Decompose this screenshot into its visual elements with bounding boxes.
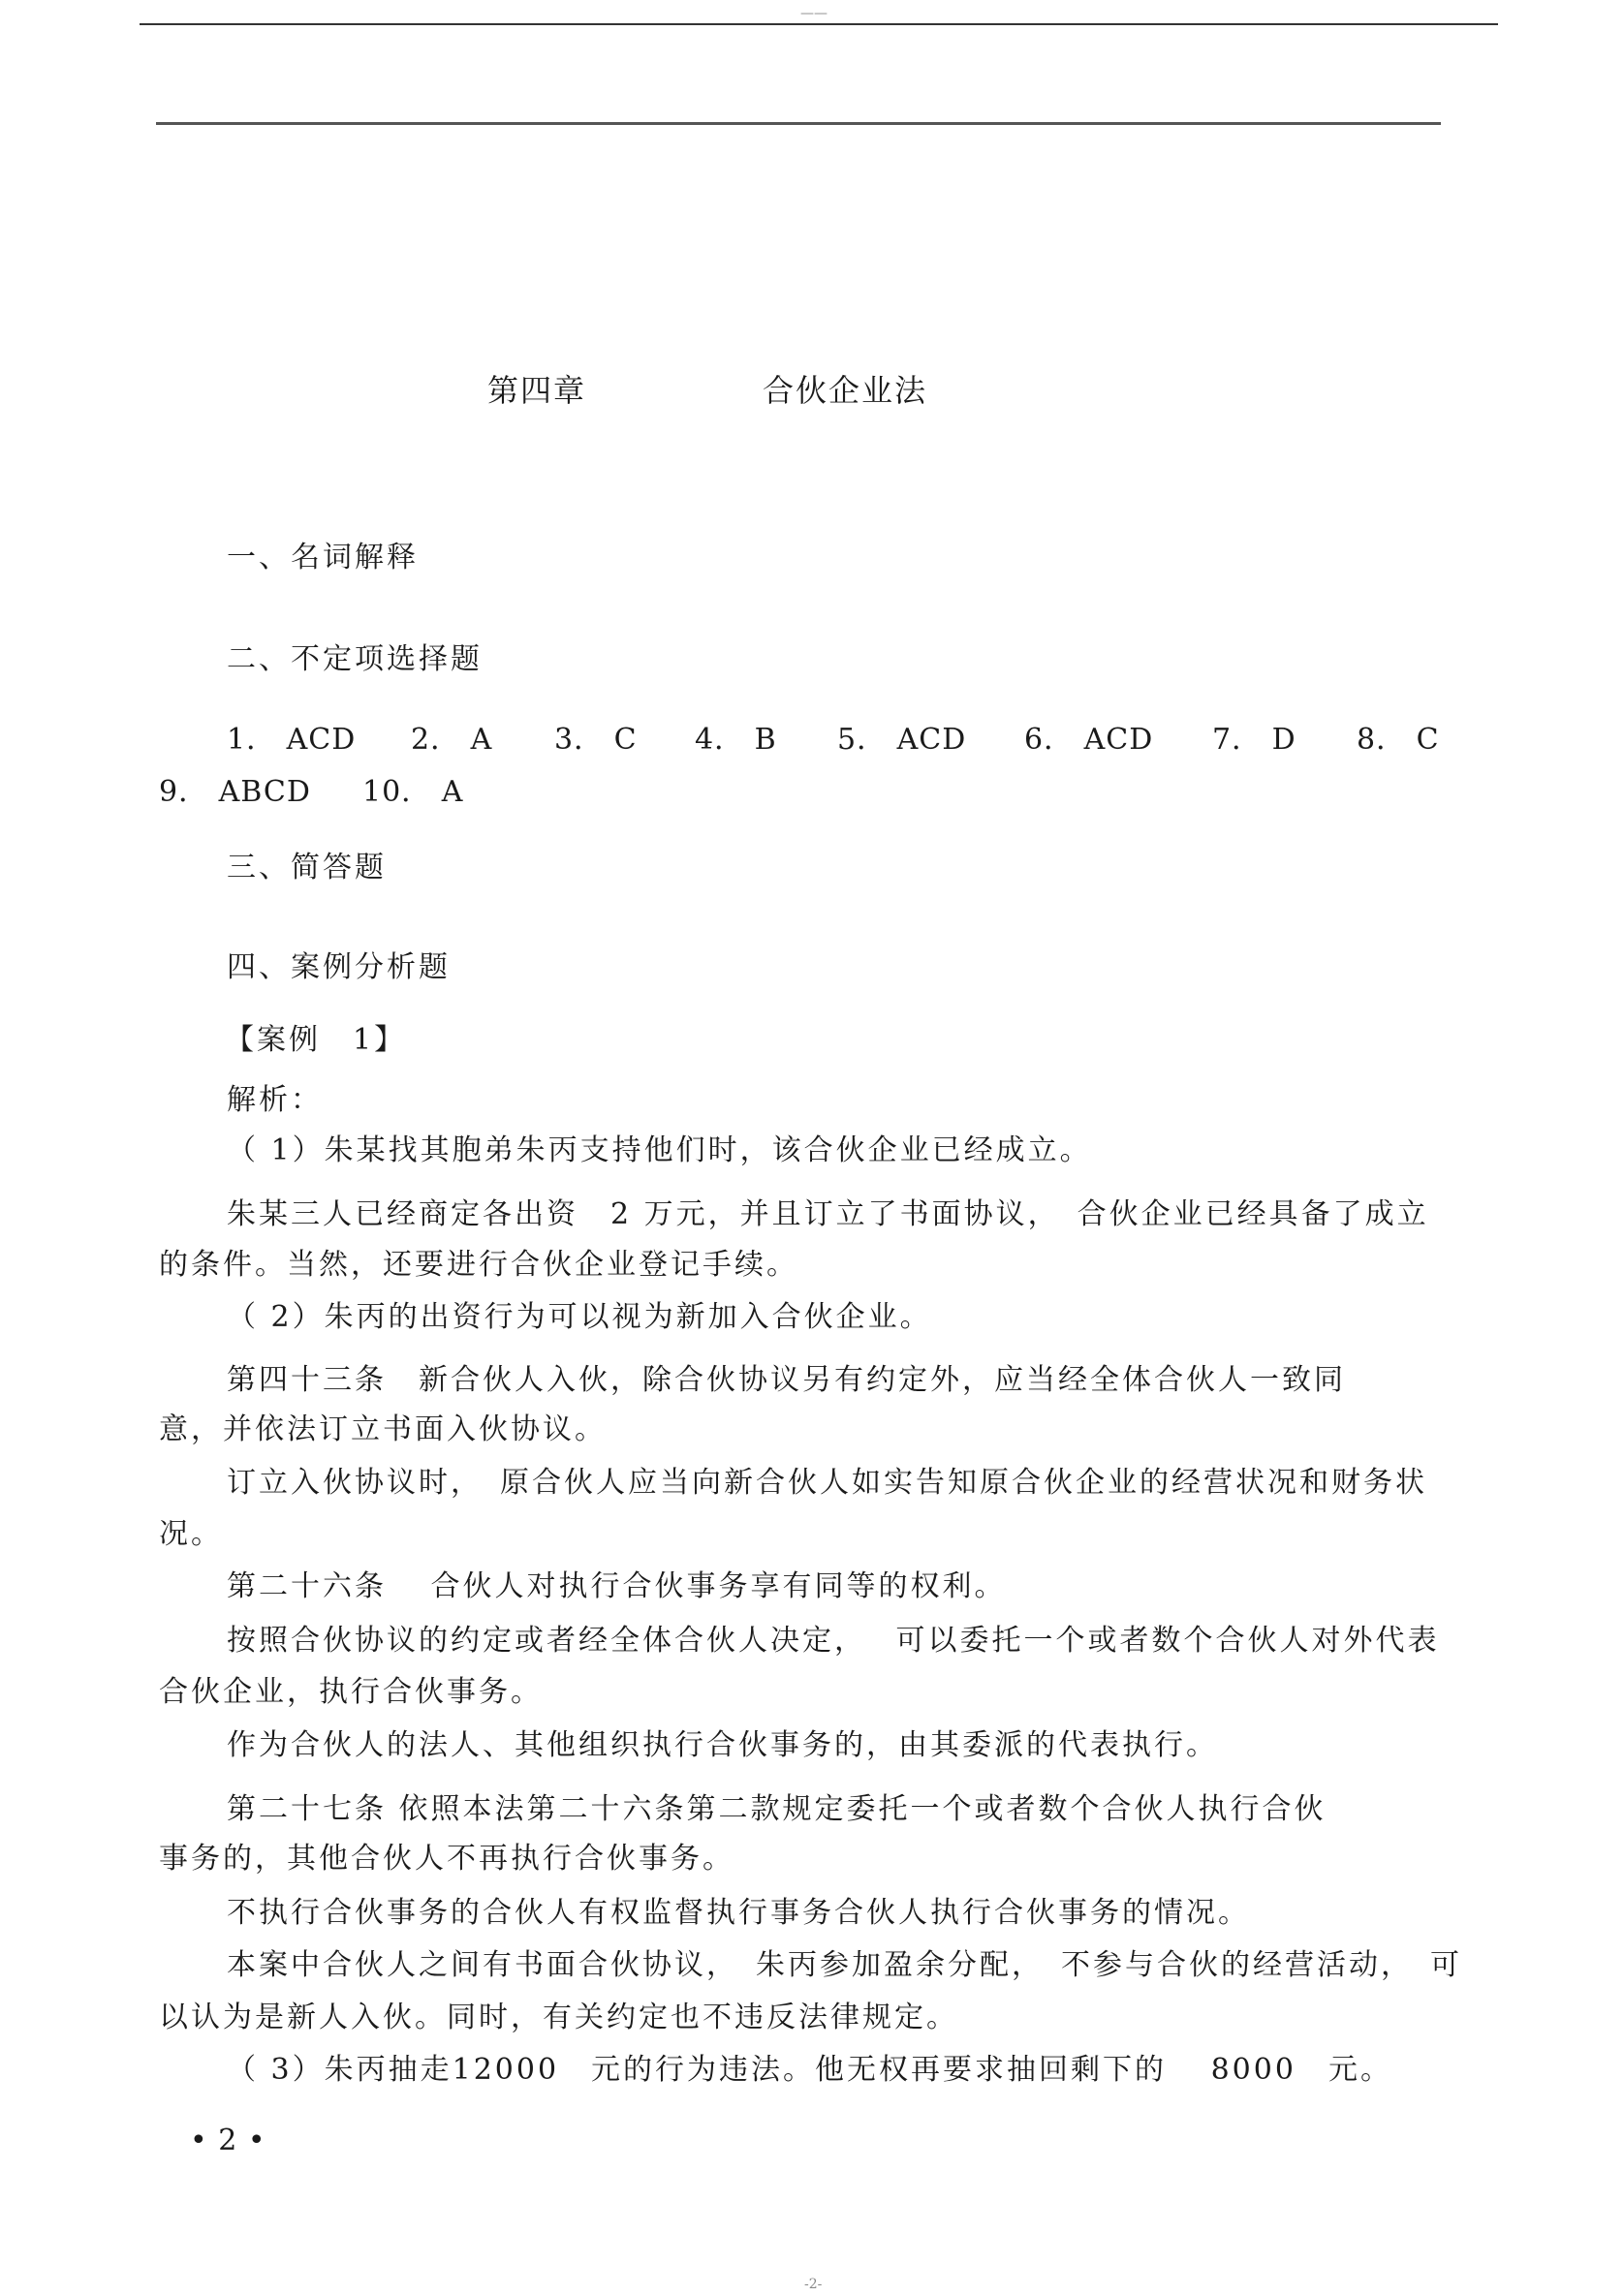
page-number: • 2 •	[190, 2124, 266, 2157]
case-line: （ 2）朱丙的出资行为可以视为新加入合伙企业。	[227, 1300, 932, 1334]
chapter-title: 合伙企业法	[763, 372, 928, 409]
section-case-analysis: 四、案例分析题	[227, 950, 451, 984]
section-term-definitions: 一、名词解释	[227, 541, 419, 574]
answer-2: 2． A	[411, 723, 493, 757]
case-line: 本案中合伙人之间有书面合伙协议， 朱丙参加盈余分配， 不参与合伙的经营活动， 可	[227, 1948, 1462, 1982]
case-line: 朱某三人已经商定各出资 2 万元，并且订立了书面协议， 合伙企业已经具备了成立	[227, 1197, 1429, 1231]
answer-4: 4． B	[695, 723, 777, 757]
chapter-number: 第四章	[487, 372, 587, 409]
case-line: 况。	[159, 1517, 223, 1551]
answer-3: 3． C	[554, 723, 638, 757]
case-line: 以认为是新人入伙。同时，有关约定也不违反法律规定。	[159, 2001, 958, 2034]
answer-8: 8． C	[1357, 723, 1440, 757]
section-short-answer: 三、简答题	[227, 851, 387, 884]
answer-9: 9． ABCD	[159, 775, 311, 809]
footer-mark: -2-	[804, 2277, 823, 2292]
case-line: 的条件。当然，还要进行合伙企业登记手续。	[159, 1248, 798, 1282]
case-line: 合伙企业，执行合伙事务。	[159, 1675, 543, 1709]
case-line: （ 3）朱丙抽走12000 元的行为违法。他无权再要求抽回剩下的 8000 元。	[227, 2053, 1392, 2087]
header-top-rule	[140, 23, 1498, 25]
answer-7: 7． D	[1212, 723, 1296, 757]
answer-10: 10． A	[362, 775, 464, 809]
header-bottom-rule	[156, 122, 1441, 125]
case-line: 第二十七条 依照本法第二十六条第二款规定委托一个或者数个合伙人执行合伙	[227, 1792, 1327, 1826]
case-line: 事务的，其他合伙人不再执行合伙事务。	[159, 1842, 734, 1876]
answer-1: 1． ACD	[227, 723, 357, 757]
case-line: 第二十六条 合伙人对执行合伙事务享有同等的权利。	[227, 1569, 1007, 1603]
case-line: 作为合伙人的法人、其他组织执行合伙事务的，由其委派的代表执行。	[227, 1728, 1218, 1762]
case-label: 【案例 1】	[225, 1023, 407, 1057]
case-line: 不执行合伙事务的合伙人有权监督执行事务合伙人执行合伙事务的情况。	[227, 1896, 1250, 1930]
analysis-label: 解析：	[227, 1083, 323, 1117]
case-line: 订立入伙协议时， 原合伙人应当向新合伙人如实告知原合伙企业的经营状况和财务状	[227, 1466, 1427, 1500]
answer-5: 5． ACD	[837, 723, 967, 757]
case-line: （ 1）朱某找其胞弟朱丙支持他们时，该合伙企业已经成立。	[227, 1133, 1092, 1167]
case-line: 第四十三条 新合伙人入伙，除合伙协议另有约定外，应当经全体合伙人一致同	[227, 1363, 1346, 1397]
section-multiple-choice: 二、不定项选择题	[227, 642, 483, 676]
case-line: 意，并依法订立书面入伙协议。	[159, 1412, 607, 1446]
answer-6: 6． ACD	[1024, 723, 1154, 757]
header-mark: ——	[800, 6, 828, 21]
case-line: 按照合伙协议的约定或者经全体合伙人决定， 可以委托一个或者数个合伙人对外代表	[227, 1624, 1440, 1658]
